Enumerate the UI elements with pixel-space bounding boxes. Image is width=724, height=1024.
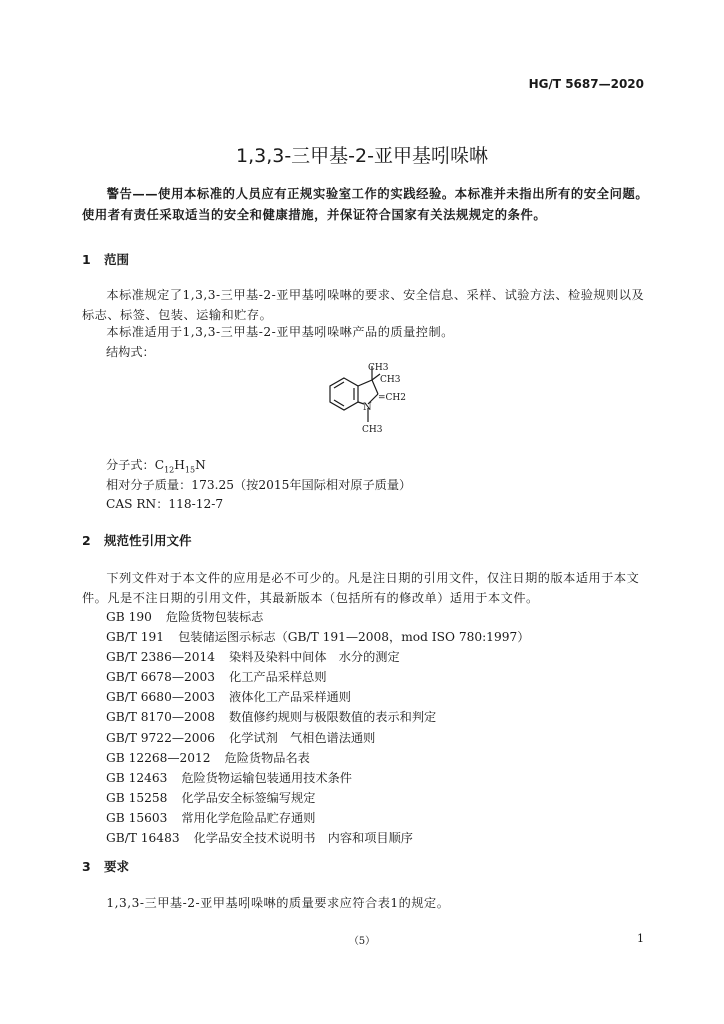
structural-formula xyxy=(318,360,408,438)
reference-code: GB 12268—2012 xyxy=(106,750,211,765)
section-3-title: 要求 xyxy=(104,859,130,874)
reference-item xyxy=(106,687,529,707)
scope-paragraph-2: 本标准适用于1,3,3-三甲基-2-亚甲基吲哚啉产品的质量控制。 xyxy=(106,325,454,339)
section-3-heading xyxy=(82,857,129,875)
reference-code: GB 15258 xyxy=(106,790,168,805)
section-2-title: 规范性引用文件 xyxy=(104,533,192,548)
reference-item xyxy=(106,627,529,647)
cas-number: CAS RN：118-12-7 xyxy=(106,497,224,511)
reference-title: 液体化工产品采样通则 xyxy=(229,690,351,705)
standard-code: HG/T 5687—2020 xyxy=(528,77,644,91)
formula-h-count: 15 xyxy=(184,465,196,475)
reference-code: GB/T 8170—2008 xyxy=(106,710,216,725)
structure-label: 结构式： xyxy=(106,345,155,359)
reference-title: 危险货物包装标志 xyxy=(165,610,264,624)
reference-title: 包装储运图示标志（GB/T 191—2008，mod ISO 780:1997） xyxy=(178,630,530,645)
formula-n: N xyxy=(195,458,206,472)
reference-title: 化学试剂 气相色谱法通则 xyxy=(229,730,376,745)
reference-code: GB/T 6680—2003 xyxy=(106,690,216,705)
reference-title: 化工产品采样总则 xyxy=(229,670,327,685)
formula-c: C xyxy=(154,458,165,472)
structure-bonds xyxy=(330,366,380,422)
reference-item xyxy=(106,707,529,727)
reference-title: 危险货物运输包装通用技术条件 xyxy=(181,770,352,785)
methyl-top-label: CH3 xyxy=(368,363,389,373)
reference-code: GB 15603 xyxy=(106,810,168,825)
section-1-heading xyxy=(82,250,129,268)
reference-item xyxy=(106,728,529,748)
section-1-title: 范围 xyxy=(104,252,130,267)
reference-item xyxy=(106,828,529,848)
reference-code: GB/T 191 xyxy=(106,630,165,645)
reference-item xyxy=(106,607,529,627)
molecular-mass: 相对分子质量：173.25（按2015年国际相对原子质量） xyxy=(106,478,412,492)
references-intro: 下列文件对于本文件的应用是必不可少的。凡是注日期的引用文件，仅注日期的版本适用于本文件。凡是不注日期的引用文件，其最新版本（包括所有的修改单）适用于本文件。 xyxy=(82,571,640,605)
page-number: 1 xyxy=(637,932,644,945)
document-title: 1,3,3-三甲基-2-亚甲基吲哚啉 xyxy=(235,145,488,167)
reference-item xyxy=(106,768,529,788)
reference-code: GB/T 6678—2003 xyxy=(106,670,216,685)
reference-title: 数值修约规则与极限数值的表示和判定 xyxy=(229,710,437,725)
footer-sequence: （5） xyxy=(348,936,376,947)
section-2-heading xyxy=(82,531,192,549)
reference-item xyxy=(106,808,529,828)
reference-title: 化学品安全标签编写规定 xyxy=(181,790,316,805)
reference-item xyxy=(106,667,529,687)
warning-paragraph: 警告——使用本标准的人员应有正规实验室工作的实践经验。本标准并未指出所有的安全问题。使用者有责任采取适当的安全和健康措施，并保证符合国家有关法规规定的条件。 xyxy=(82,187,649,222)
reference-item xyxy=(106,748,529,768)
reference-code: GB/T 9722—2006 xyxy=(106,730,216,745)
reference-title: 危险货物品名表 xyxy=(224,750,310,765)
section-3-number: 3 xyxy=(82,859,91,874)
reference-title: 染料及染料中间体 水分的测定 xyxy=(229,650,400,665)
reference-code: GB/T 2386—2014 xyxy=(106,650,216,665)
formula-label: 分子式： xyxy=(106,458,155,472)
methylene-label: =CH2 xyxy=(378,393,407,403)
reference-code: GB 190 xyxy=(106,610,152,624)
reference-title: 常用化学危险品贮存通则 xyxy=(181,810,316,825)
methyl-right-label: CH3 xyxy=(380,375,401,385)
methyl-bottom-label: CH3 xyxy=(362,425,383,435)
formula-c-count: 12 xyxy=(164,465,175,475)
reference-list xyxy=(106,607,529,848)
section-1-number: 1 xyxy=(82,252,91,267)
nitrogen-label: N xyxy=(363,402,372,413)
requirements-paragraph: 1,3,3-三甲基-2-亚甲基吲哚啉的质量要求应符合表1的规定。 xyxy=(106,896,450,910)
scope-paragraph-1: 本标准规定了1,3,3-三甲基-2-亚甲基吲哚啉的要求、安全信息、采样、试验方法、检验规则以及标志、标签、包装、运输和贮存。 xyxy=(82,288,645,322)
reference-code: GB 12463 xyxy=(106,770,168,785)
reference-code: GB/T 16483 xyxy=(106,831,180,846)
section-2-number: 2 xyxy=(82,533,91,548)
reference-item xyxy=(106,788,529,808)
reference-item xyxy=(106,647,529,667)
formula-h: H xyxy=(174,458,185,472)
reference-title: 化学品安全技术说明书 内容和项目顺序 xyxy=(193,831,413,846)
